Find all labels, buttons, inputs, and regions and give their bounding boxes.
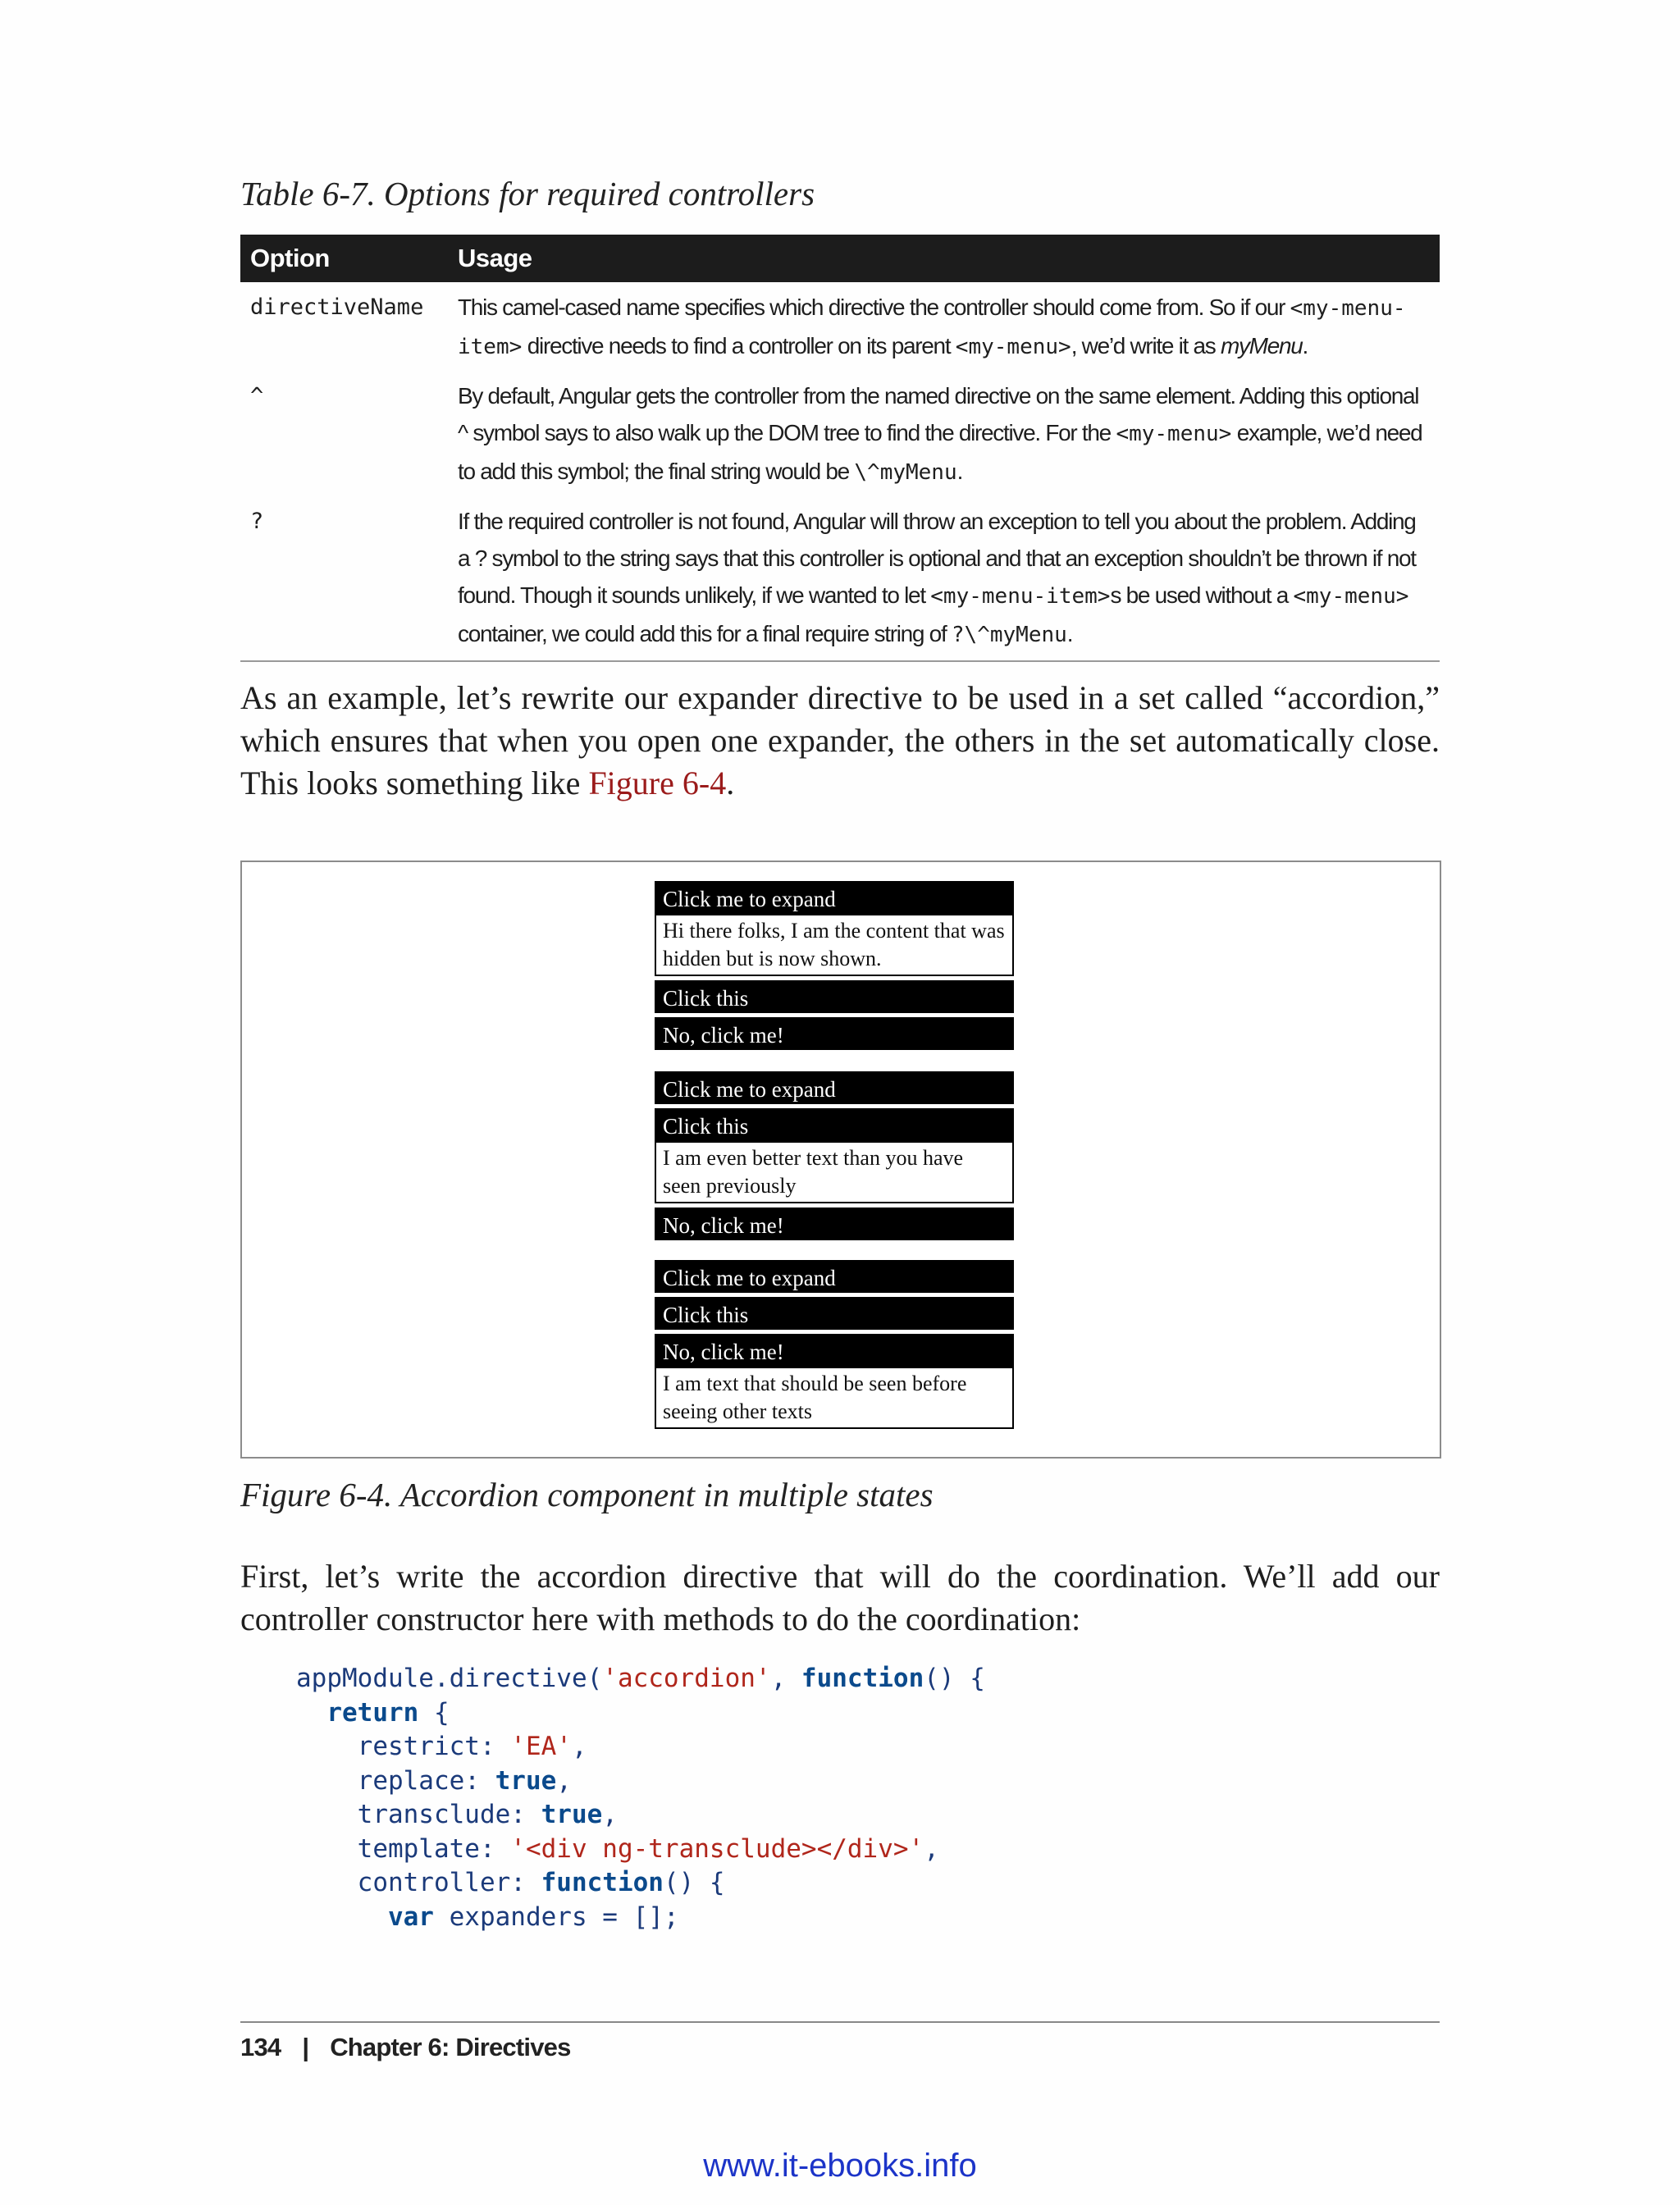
inline-code: ?\^myMenu [951, 623, 1067, 647]
inline-code: <my-menu-item> [458, 296, 1406, 359]
usage-text: This camel-cased name specifies which directive the controller should come from. So if our [458, 294, 1290, 320]
accordion-group-1 [655, 881, 1014, 1054]
usage-text: . [956, 459, 963, 484]
usage-text: By default, Angular gets the controller from the named directive on the same element. Adding this optional ^ symbol says to also walk up the DOM tree to find the directive. For the [458, 383, 1419, 445]
code-line [296, 1766, 572, 1796]
usage-text: . [1302, 333, 1308, 358]
footer-divider [240, 2021, 1440, 2023]
accordion-group-2 [655, 1071, 1014, 1244]
code-token: transclude: [357, 1800, 541, 1829]
accordion-header[interactable]: Click me to expand [655, 1071, 1014, 1104]
code-token: replace: [357, 1765, 495, 1796]
table-caption: Table 6-7. Options for required controllers [240, 175, 815, 212]
inline-code: <my-menu-item> [930, 584, 1111, 609]
code-token: expanders = []; [433, 1901, 679, 1932]
option-cell: ^ [250, 383, 264, 409]
code-string: 'EA' [510, 1732, 572, 1761]
code-keyword: true [541, 1800, 603, 1829]
code-token: , [602, 1800, 618, 1829]
accordion-header[interactable]: Click this [655, 1297, 1014, 1330]
usage-text: s be used without a [1110, 582, 1294, 608]
code-token: { [418, 1697, 450, 1728]
code-line [296, 1800, 618, 1829]
usage-text: , we’d write it as [1071, 333, 1221, 358]
code-line [296, 1902, 679, 1932]
chapter-title: Chapter 6: Directives [330, 2033, 571, 2061]
code-token: , [556, 1765, 572, 1796]
figure-caption: Figure 6-4. Accordion component in multiple states [240, 1476, 934, 1513]
code-keyword: var [387, 1901, 434, 1932]
paragraph-intro [240, 677, 1440, 805]
code-token: () { [663, 1868, 725, 1897]
inline-code: \^myMenu [854, 460, 957, 485]
code-token: template: [357, 1833, 511, 1864]
accordion-header[interactable]: Click this [655, 1108, 1014, 1141]
table-row [240, 282, 1440, 371]
code-line [296, 1834, 939, 1864]
inline-code: <my-menu> [1293, 584, 1409, 609]
accordion-header[interactable]: No, click me! [655, 1334, 1014, 1367]
page-footer [240, 2033, 571, 2062]
paragraph-text: . [726, 765, 735, 801]
code-keyword: return [326, 1697, 419, 1728]
usage-text: directive needs to find a controller on its parent [522, 333, 956, 358]
code-string: '<div ng-transclude></div>' [510, 1833, 924, 1864]
header-option: Option [240, 235, 448, 282]
code-token: appModule.directive( [296, 1664, 603, 1693]
table-row [240, 371, 1440, 496]
usage-text: container, we could add this for a final require string of [458, 621, 952, 646]
usage-text: example, we’d need to add this symbol; the final string would be [458, 420, 1422, 484]
code-string: 'accordion' [602, 1664, 771, 1693]
inline-code: <my-menu> [955, 335, 1071, 359]
code-token: () { [924, 1664, 985, 1693]
code-line [296, 1698, 450, 1728]
accordion-header[interactable]: Click me to expand [655, 1260, 1014, 1293]
code-keyword: function [541, 1868, 664, 1897]
usage-cell [448, 371, 1440, 496]
code-line [296, 1732, 587, 1761]
usage-cell [448, 282, 1440, 371]
page-number: 134 [240, 2033, 281, 2061]
usage-cell [448, 496, 1440, 661]
code-block [296, 1662, 985, 1934]
figure-accordion [240, 861, 1441, 1459]
code-token: controller: [357, 1868, 541, 1897]
paragraph-text: As an example, let’s rewrite our expander directive to be used in a set called “accordion,” which ensures that when you open one expander, the others in the set automatically close. This looks something like [240, 679, 1440, 801]
code-token: , [770, 1664, 801, 1693]
usage-emphasis: myMenu [1220, 333, 1303, 358]
accordion-content: Hi there folks, I am the content that was hidden but is now shown. [655, 914, 1014, 976]
option-cell: directiveName [250, 294, 424, 320]
table-header-row [240, 235, 1440, 282]
accordion-group-3 [655, 1260, 1014, 1433]
footer-separator: | [302, 2033, 309, 2061]
code-keyword: function [801, 1664, 924, 1693]
accordion-header[interactable]: Click this [655, 980, 1014, 1013]
header-usage: Usage [448, 235, 1440, 282]
accordion-header[interactable]: Click me to expand [655, 881, 1014, 914]
option-cell: ? [240, 496, 448, 661]
inline-code: <my-menu> [1116, 422, 1232, 446]
code-token: restrict: [357, 1732, 511, 1761]
figure-link[interactable]: Figure 6-4 [588, 765, 727, 801]
accordion-header[interactable]: No, click me! [655, 1208, 1014, 1240]
usage-text: . [1066, 621, 1073, 646]
table-row [240, 496, 1440, 661]
code-token: , [571, 1732, 587, 1761]
accordion-header[interactable]: No, click me! [655, 1017, 1014, 1050]
code-line [296, 1868, 725, 1897]
accordion-content: I am text that should be seen before seeing other texts [655, 1367, 1014, 1429]
paragraph-accordion: First, let’s write the accordion directive that will do the coordination. We’ll add our controller constructor here with methods to do the coordination: [240, 1558, 1440, 1637]
options-table [240, 235, 1440, 662]
code-keyword: true [495, 1765, 557, 1796]
usage-text: If the required controller is not found, Angular will throw an exception to tell you about the problem. Adding a ? symbol to the string says that this controller is optional and that an exception shouldn’t be thrown if not found. Though it sounds unlikely, if we wanted to let [458, 509, 1416, 608]
code-token: , [924, 1833, 939, 1864]
code-line [296, 1664, 985, 1693]
watermark-link[interactable]: www.it-ebooks.info [703, 2148, 977, 2184]
accordion-content: I am even better text than you have seen previously [655, 1141, 1014, 1203]
